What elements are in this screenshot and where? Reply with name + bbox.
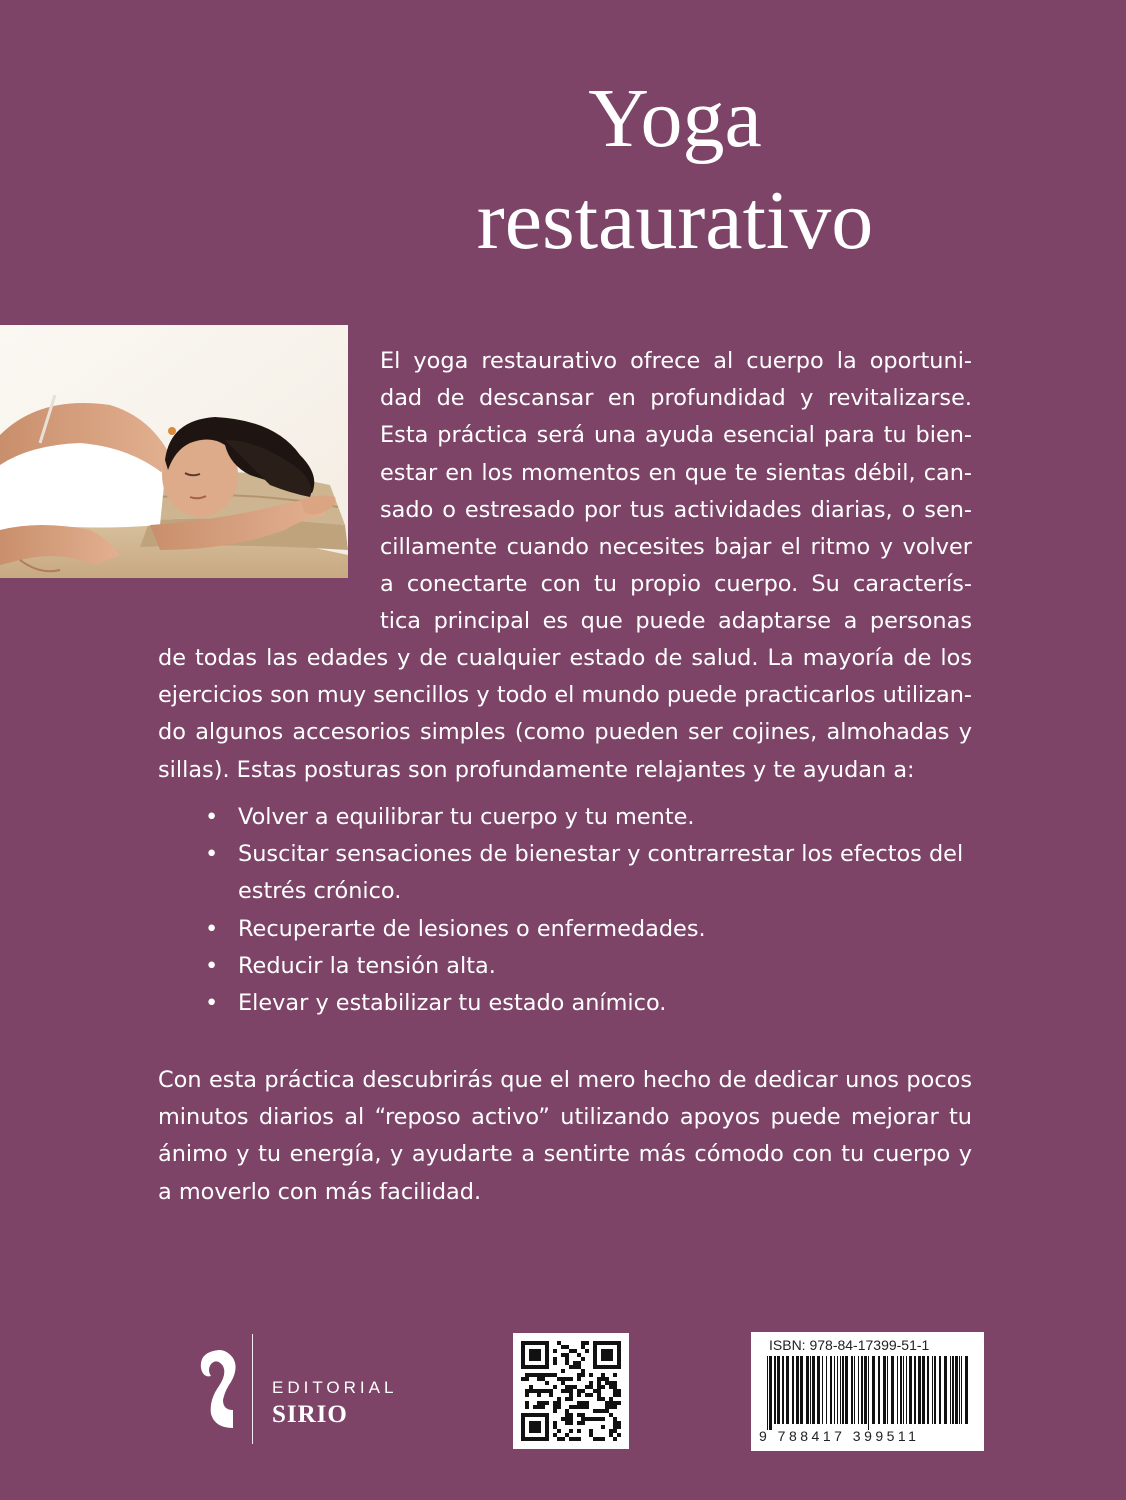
intro-paragraph-beside-photo xyxy=(380,343,972,603)
publisher-line-1: EDITORIAL xyxy=(272,1378,398,1397)
benefit-item xyxy=(205,799,985,836)
benefit-text: Recuperarte de lesiones o enfermedades. xyxy=(238,915,706,942)
intro-line: de todas las edades y de cualquier estado de salud. La mayoría de los xyxy=(158,645,972,671)
cover-photo-woman-resting xyxy=(0,325,348,578)
intro-line: El yoga restaurativo ofrece al cuerpo la oportuni- xyxy=(380,348,972,374)
title-line-1: Yoga xyxy=(588,72,762,165)
benefit-text: Elevar y estabilizar tu estado anímico. xyxy=(238,990,667,1017)
title-line-2: restaurativo xyxy=(476,174,874,267)
bullet-symbol: • xyxy=(205,804,219,830)
bullet-symbol: • xyxy=(205,952,219,979)
intro-line: sillas). Estas posturas son profundamente relajantes y te ayudan a: xyxy=(158,756,915,783)
isbn-barcode xyxy=(751,1332,984,1451)
logo-divider xyxy=(252,1334,253,1444)
intro-line: Esta práctica será una ayuda esencial para tu bien- xyxy=(380,422,972,449)
intro-paragraph-wide xyxy=(158,640,972,789)
closing-line: ánimo y tu energía, y ayudarte a sentirte más cómodo con tu cuerpo y xyxy=(158,1141,972,1168)
bullet-symbol: • xyxy=(205,915,219,942)
qr-code xyxy=(513,1333,629,1449)
intro-paragraph-continued xyxy=(380,603,972,640)
intro-line: ejercicios son muy sencillos y todo el mundo puede practicarlos utilizan- xyxy=(158,682,972,709)
isbn-label: ISBN: 978-84-17399-51-1 xyxy=(769,1337,930,1353)
swan-logo-icon xyxy=(197,1348,237,1430)
intro-line: tica principal es que puede adaptarse a personas xyxy=(380,608,972,634)
closing-line: minutos diarios al “reposo activo” utilizando apoyos puede mejorar tu xyxy=(158,1104,972,1131)
benefit-item xyxy=(205,836,985,910)
isbn-digits: 9 788417 399511 xyxy=(759,1428,920,1444)
benefit-text: Volver a equilibrar tu cuerpo y tu mente. xyxy=(238,804,695,830)
benefit-text: Reducir la tensión alta. xyxy=(238,952,496,979)
benefit-item xyxy=(205,948,985,985)
intro-line: dad de descansar en profundidad y revitalizarse. xyxy=(380,385,972,412)
closing-line: Con esta práctica descubrirás que el mero hecho de dedicar unos pocos xyxy=(158,1067,972,1093)
intro-line: do algunos accesorios simples (como pueden ser cojines, almohadas y xyxy=(158,719,972,746)
intro-line: cillamente cuando necesites bajar el ritmo y volver xyxy=(380,534,972,561)
intro-line: sado o estresado por tus actividades diarias, o sen- xyxy=(380,496,972,523)
benefits-list xyxy=(205,799,985,1022)
benefit-item xyxy=(205,985,985,1022)
closing-line: a moverlo con más facilidad. xyxy=(158,1178,482,1205)
bullet-symbol: • xyxy=(205,841,219,868)
publisher-line-2: SIRIO xyxy=(272,1401,348,1428)
bullet-symbol: • xyxy=(205,990,219,1017)
benefit-item xyxy=(205,911,985,948)
intro-line: estar en los momentos en que te sientas débil, can- xyxy=(380,459,972,486)
benefit-text-continued: estrés crónico. xyxy=(238,878,402,905)
benefit-text: Suscitar sensaciones de bienestar y contrarrestar los efectos del xyxy=(238,841,964,868)
publisher-logo xyxy=(197,1334,427,1444)
closing-paragraph xyxy=(158,1062,972,1211)
book-title xyxy=(445,68,905,272)
intro-line: a conectarte con tu propio cuerpo. Su caracterís- xyxy=(380,571,972,598)
